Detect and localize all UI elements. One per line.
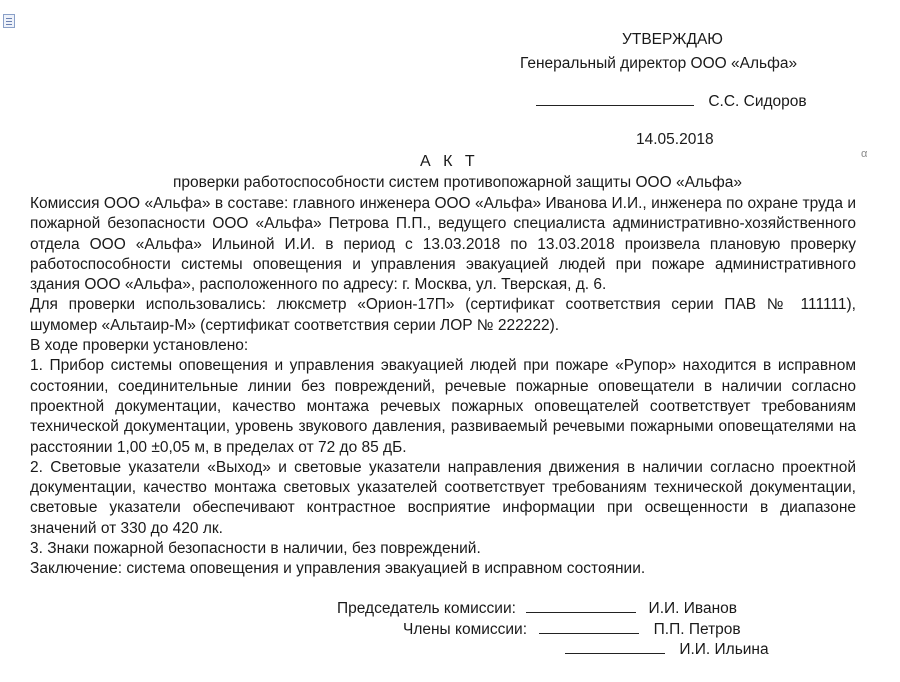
signature-line <box>539 633 639 634</box>
signature-line <box>526 612 636 613</box>
document-icon <box>3 14 15 28</box>
member1-signature-row <box>403 621 741 639</box>
member2-name: И.И. Ильина <box>679 641 769 658</box>
approve-heading: УТВЕРЖДАЮ <box>622 31 723 48</box>
document-body <box>30 194 856 580</box>
signature-line <box>565 653 665 654</box>
approval-date: 14.05.2018 <box>636 131 714 148</box>
chairman-name: И.И. Иванов <box>648 600 737 617</box>
document-title: А К Т <box>420 153 479 170</box>
approver-position: Генеральный директор ООО «Альфа» <box>520 55 798 72</box>
chairman-signature-row <box>337 600 737 618</box>
members-label: Члены комиссии: <box>403 621 528 638</box>
paragraph-instruments: Для проверки использовались: люксметр «Орион-17П» (сертификат соответствия серии ПАВ № 111111), шумомер «Альтаир-М» (сертификат соответствия серии ЛОР № 222222). <box>30 296 856 334</box>
member2-signature-row <box>565 641 769 659</box>
approver-signature-row <box>536 93 807 111</box>
paragraph-commission: Комиссия ООО «Альфа» в составе: главного инженера ООО «Альфа» Иванова И.И., инженера по охране труда и пожарной безопасности ООО «Альфа» Петрова П.П., ведущего специалиста административно-хозяйственного отдела ООО «Альфа» Ильиной И.И. в период с 13.03.2018 по 13.03.2018 произвела плановую проверку работоспособности системы оповещения и управления эвакуацией людей при пожаре административного здания ООО «Альфа», расположенного по адресу: г. Москва, ул. Тверская, д. 6. <box>30 195 856 294</box>
paragraph-findings-intro: В ходе проверки установлено: <box>30 337 249 355</box>
member1-name: П.П. Петров <box>653 621 741 638</box>
approver-name: С.С. Сидоров <box>708 93 807 110</box>
paragraph-conclusion: Заключение: система оповещения и управления эвакуацией в исправном состоянии. <box>30 560 646 578</box>
paragraph-finding-2: 2. Световые указатели «Выход» и световые указатели направления движения в наличии согласно проектной документации, качество монтажа световых указателей соответствует требованиям технической документации, световые указатели обеспечивают контрастное восприятие информации при освещенности в диапазоне значений от 330 до 420 лк. <box>30 458 856 537</box>
side-glyph: α <box>861 148 868 160</box>
paragraph-finding-3: 3. Знаки пожарной безопасности в наличии, без повреждений. <box>30 540 481 558</box>
chairman-label: Председатель комиссии: <box>337 600 516 617</box>
signature-line <box>536 105 694 106</box>
document-subtitle: проверки работоспособности систем противопожарной защиты ООО «Альфа» <box>173 174 743 191</box>
paragraph-finding-1: 1. Прибор системы оповещения и управления эвакуацией людей при пожаре «Рупор» находится в исправном состоянии, соединительные линии без повреждений, речевые пожарные оповещатели в наличии согласно проектной документации, качество монтажа речевых пожарных оповещателей соответствует требованиям технической документации, уровень звукового давления, развиваемый речевыми пожарными оповещателями на расстоянии 1,00 ±0,05 м, в пределах от 72 до 85 дБ. <box>30 357 856 456</box>
